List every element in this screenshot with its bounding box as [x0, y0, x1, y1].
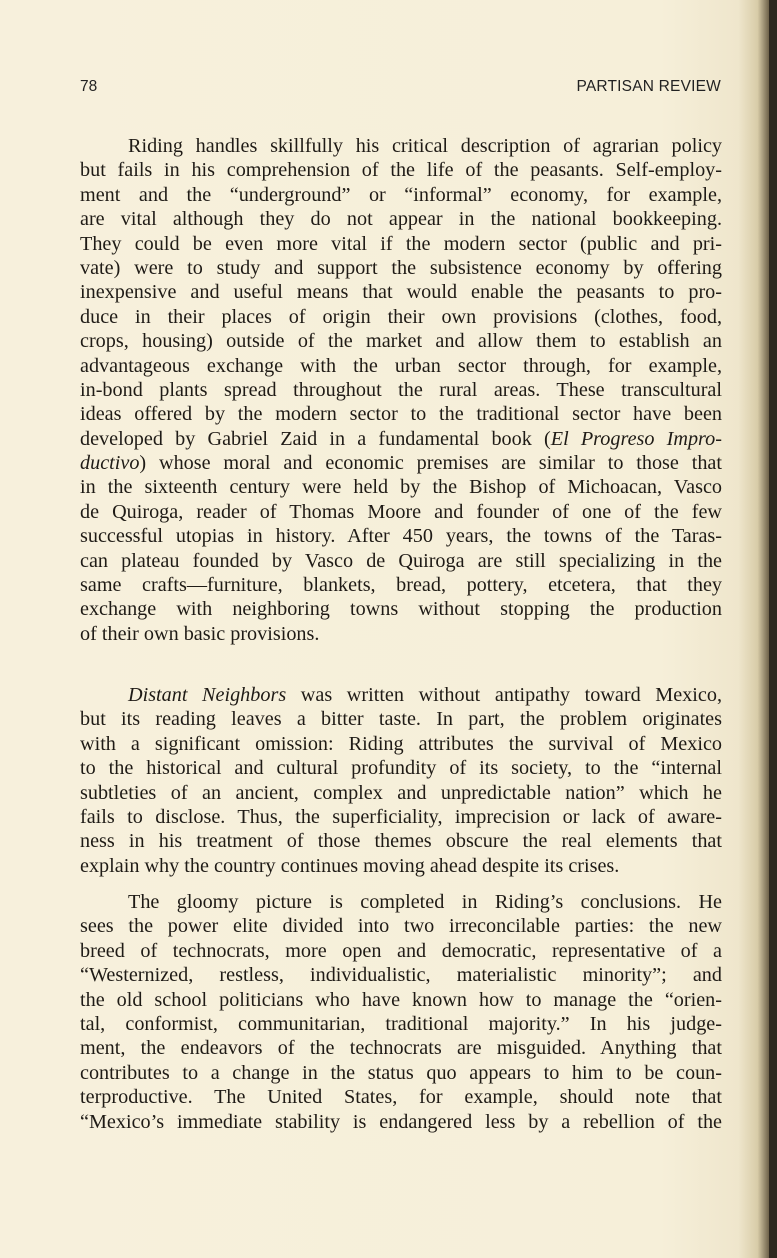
text-line: breed of technocrats, more open and democratic, representative of a	[80, 939, 722, 962]
text-line: ideas offered by the modern sector to the traditional sector have been	[80, 403, 722, 426]
text-segment: was written without antipathy toward Mexico,	[286, 684, 722, 706]
text-line: successful utopias in history. After 450 years, the towns of the Taras-	[80, 525, 722, 548]
text-line: “Mexico’s immediate stability is endangered less by a rebellion of the	[80, 1110, 722, 1133]
text-line: in-bond plants spread throughout the rural areas. These transcultural	[80, 378, 722, 401]
text-line: inexpensive and useful means that would enable the peasants to pro-	[80, 281, 722, 304]
text-line: with a significant omission: Riding attributes the survival of Mexico	[80, 732, 722, 755]
text-line: subtleties of an ancient, complex and unpredictable nation” which he	[80, 781, 722, 804]
text-line: can plateau founded by Vasco de Quiroga are still specializing in the	[80, 549, 722, 572]
text-line: ment, the endeavors of the technocrats are misguided. Anything that	[80, 1037, 722, 1060]
running-title: PARTISAN REVIEW	[576, 78, 721, 95]
text-line: “Westernized, restless, individualistic, materialistic minority”; and	[80, 964, 722, 987]
text-line: explain why the country continues moving ahead despite its crises.	[80, 854, 620, 877]
text-line: fails to disclose. Thus, the superficiality, imprecision or lack of aware-	[80, 805, 722, 828]
text-line: They could be even more vital if the modern sector (public and pri-	[80, 232, 722, 255]
text-line: sees the power elite divided into two irreconcilable parties: the new	[80, 915, 722, 938]
text-line	[80, 427, 722, 451]
italic-title: Distant Neighbors	[128, 684, 287, 706]
text-line: but fails in his comprehension of the life of the peasants. Self-employ-	[80, 159, 722, 182]
book-binding-shadow	[769, 0, 777, 1258]
text-line: tal, conformist, communitarian, traditional majority.” In his judge-	[80, 1012, 722, 1035]
text-line: exchange with neighboring towns without stopping the production	[80, 598, 722, 621]
text-segment: developed by Gabriel Zaid in a fundamental book (	[80, 427, 551, 450]
italic-title: El Progreso Impro-	[550, 427, 722, 450]
page-number: 78	[80, 78, 98, 95]
text-line: but its reading leaves a bitter taste. In part, the problem originates	[80, 708, 722, 731]
text-line: Riding handles skillfully his critical description of agrarian policy	[128, 135, 722, 157]
text-line: the old school politicians who have known how to manage the “orien-	[80, 988, 722, 1011]
text-line: vate) were to study and support the subsistence economy by offering	[80, 256, 722, 279]
text-line: advantageous exchange with the urban sector through, for example,	[80, 354, 722, 377]
text-line: in the sixteenth century were held by the Bishop of Michoacan, Vasco	[80, 476, 722, 499]
text-line: duce in their places of origin their own provisions (clothes, food,	[80, 305, 722, 328]
text-line	[80, 451, 722, 475]
text-line: same crafts—furniture, blankets, bread, pottery, etcetera, that they	[80, 574, 722, 597]
text-line: crops, housing) outside of the market and allow them to establish an	[80, 330, 722, 353]
paragraph-distant-neighbors	[80, 683, 722, 878]
text-line: terproductive. The United States, for example, should note that	[80, 1086, 722, 1109]
text-line: of their own basic provisions.	[80, 622, 320, 645]
text-line: ness in his treatment of those themes obscure the real elements that	[80, 830, 722, 853]
italic-title: ductivo	[80, 452, 140, 475]
text-line: de Quiroga, reader of Thomas Moore and founder of one of the few	[80, 500, 722, 523]
paragraph-gloomy-picture	[80, 890, 722, 1134]
text-segment: ) whose moral and economic premises are similar to those that	[139, 452, 722, 475]
text-line: ment and the “underground” or “informal” economy, for example,	[80, 183, 722, 206]
text-line: contributes to a change in the status quo appears to him to be coun-	[80, 1061, 722, 1084]
text-line: to the historical and cultural profundity of its society, to the “internal	[80, 757, 722, 780]
text-line	[80, 683, 722, 707]
paragraph-agrarian-policy	[80, 134, 722, 646]
text-line: The gloomy picture is completed in Riding’s conclusions. He	[128, 891, 722, 913]
text-line: are vital although they do not appear in the national bookkeeping.	[80, 208, 722, 231]
